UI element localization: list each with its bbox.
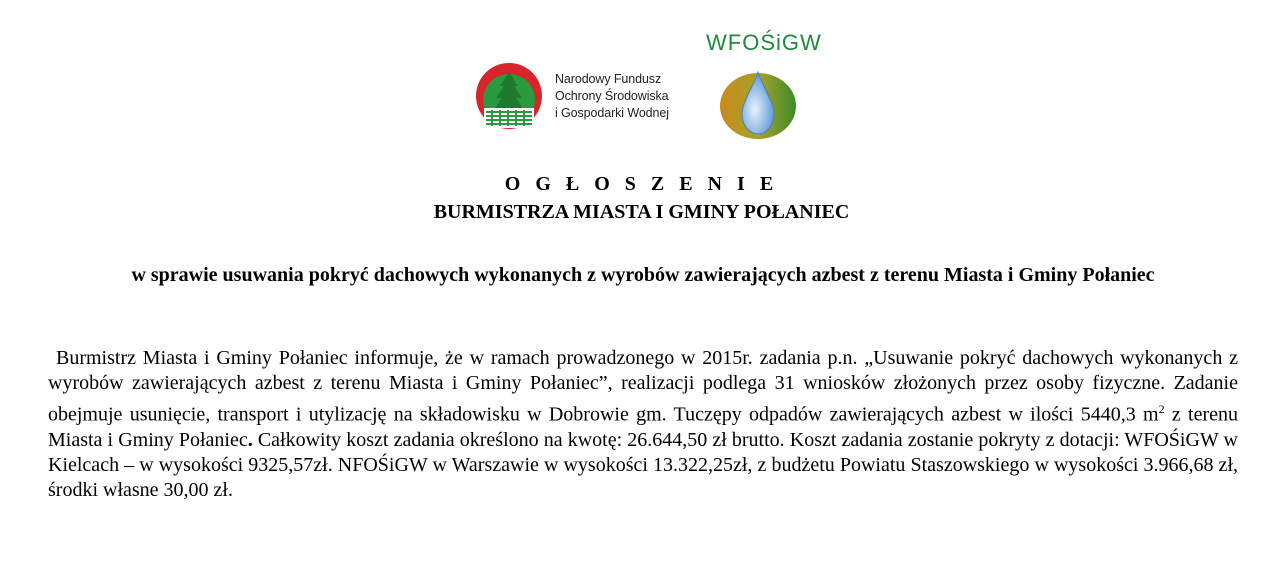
announcement-body [48,346,1238,503]
body-paragraph [48,346,1238,503]
body-text-part1: Burmistrz Miasta i Gminy Połaniec informuje, że w ramach prowadzonego w 2015r. zadania p.n. „Usuwanie pokryć dachowych wykonanych z wyrobów zawierających azbest z terenu Miasta i Gminy Połaniec”, realizacji podlega 31 wniosków złożonych przez osoby fizyczne. Zadanie obejmuje usunięcie, transport i utylizację na składowisku w Dobrowie gm. Tuczępy odpadów zawierających azbest w ilości 5440,3 m [48,347,1238,426]
body-text-part2: z terenu Miasta i Gminy Połaniec [48,403,1239,451]
area-unit-superscript: 2 [1158,401,1165,416]
logo-bar [0,0,1283,150]
nfosigw-line: Narodowy Fundusz [555,72,662,86]
nfosigw-text [555,71,669,122]
announcement-subject: w sprawie usuwania pokryć dachowych wykonanych z wyrobów zawierających azbest z terenu Miasta i Gminy Połaniec [131,264,1155,286]
wfosigw-logo-icon [718,68,798,140]
page-subtitle: BURMISTRZA MIASTA I GMINY POŁANIEC [433,201,850,223]
nfosigw-logo-icon [474,62,544,134]
body-text-part3: Całkowity koszt zadania określono na kwotę: 26.644,50 zł brutto. Koszt zadania zostanie pokryty z dotacji: WFOŚiGW w Kielcach – w wysokości 9325,57zł. NFOŚiGW w Warszawie w wysokości 13.322,25zł, z budżetu Powiatu Staszowskiego w wysokości 3.966,68 zł, środki własne 30,00 zł. [48,428,1238,502]
wfosigw-title: WFOŚiGW [706,30,822,55]
body-text-period: . [247,428,253,451]
nfosigw-line: i Gospodarki Wodnej [555,106,669,120]
nfosigw-line: Ochrony Środowiska [555,89,669,103]
page-title: O G Ł O S Z E N I E [504,173,779,195]
